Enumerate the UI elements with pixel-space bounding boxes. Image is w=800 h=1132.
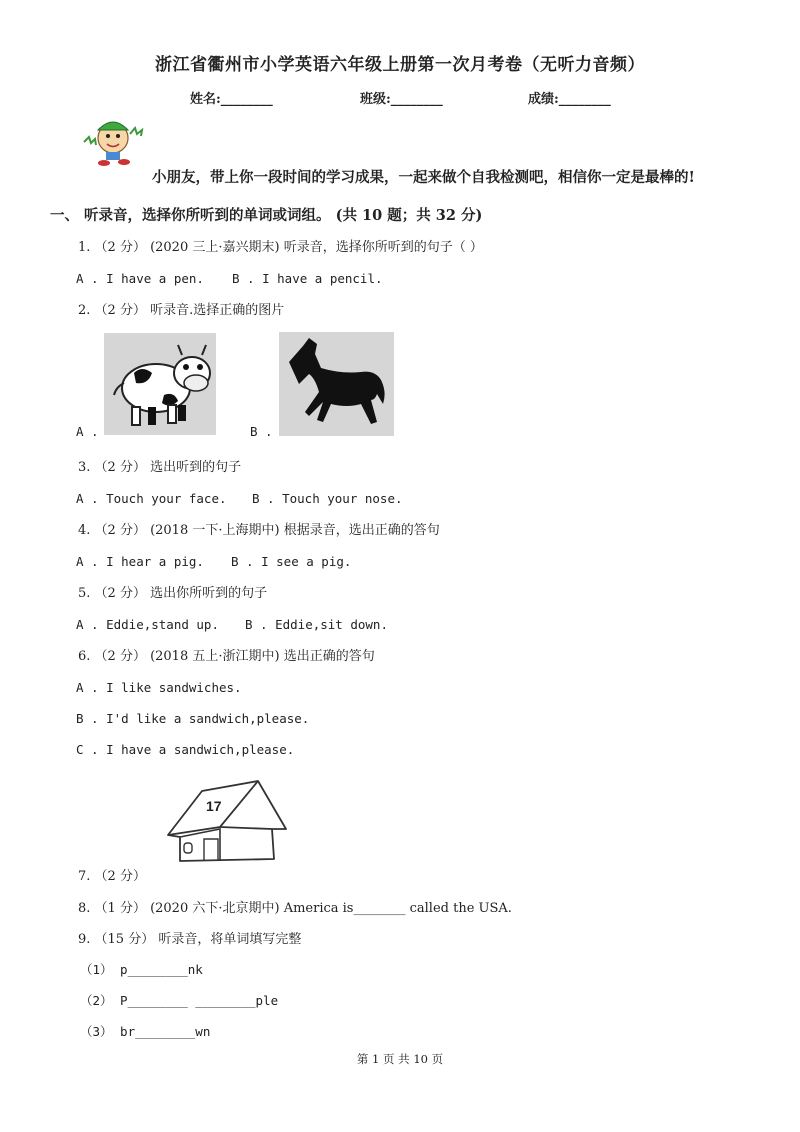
- q3-option-b: B . Touch your nose.: [252, 491, 403, 506]
- q4-option-b: B . I see a pig.: [231, 554, 352, 569]
- cow-image: [104, 333, 216, 435]
- page-title: 浙江省衢州市小学英语六年级上册第一次月考卷（无听力音频）: [155, 55, 645, 75]
- question-9: 9. （15 分） 听录音，将单词填写完整: [78, 932, 302, 947]
- score-field: 成绩:________: [528, 92, 611, 107]
- intro-text: 小朋友，带上你一段时间的学习成果，一起来做个自我检测吧，相信你一定是最棒的!: [152, 169, 695, 186]
- q1-option-a: A . I have a pen.: [76, 271, 204, 286]
- q9-part-1: （1） p________nk: [80, 962, 203, 977]
- house-image: [162, 775, 292, 865]
- q2-option-b: B .: [250, 424, 273, 439]
- class-field: 班级:________: [360, 92, 443, 107]
- q6-option-a: A . I like sandwiches.: [76, 680, 242, 695]
- name-field: 姓名:________: [190, 92, 273, 107]
- section-heading: 一、 听录音，选择你所听到的单词或词组。 (共 10 题；共 32 分): [50, 207, 483, 224]
- question-3: 3. （2 分） 选出听到的句子: [78, 460, 242, 475]
- q6-option-c: C . I have a sandwich,please.: [76, 742, 295, 757]
- q2-option-a: A .: [76, 424, 99, 439]
- question-5: 5. （2 分） 选出你所听到的句子: [78, 586, 268, 601]
- question-2: 2. （2 分） 听录音.选择正确的图片: [78, 303, 285, 318]
- q5-option-b: B . Eddie,sit down.: [245, 617, 388, 632]
- q9-part-2: （2） P________ ________ple: [80, 993, 279, 1008]
- page-footer: 第 1 页 共 10 页: [356, 1052, 444, 1066]
- q9-part-3: （3） br________wn: [80, 1024, 211, 1039]
- horse-image: [279, 332, 394, 436]
- q5-option-a: A . Eddie,stand up.: [76, 617, 219, 632]
- house-number: 17: [206, 798, 222, 814]
- question-6: 6. （2 分） (2018 五上·浙江期中) 选出正确的答句: [78, 649, 375, 664]
- question-8: 8. （1 分） (2020 六下·北京期中) America is________ called the USA.: [78, 901, 512, 916]
- question-1: 1. （2 分） (2020 三上·嘉兴期末) 听录音，选择你所听到的句子（ ）: [78, 240, 483, 255]
- question-4: 4. （2 分） (2018 一下·上海期中) 根据录音，选出正确的答句: [78, 523, 440, 538]
- q1-option-b: B . I have a pencil.: [232, 271, 383, 286]
- q4-option-a: A . I hear a pig.: [76, 554, 204, 569]
- question-7: 7. （2 分）: [78, 869, 146, 884]
- q6-option-b: B . I'd like a sandwich,please.: [76, 711, 310, 726]
- q3-option-a: A . Touch your face.: [76, 491, 227, 506]
- cartoon-mascot-image: [80, 114, 146, 168]
